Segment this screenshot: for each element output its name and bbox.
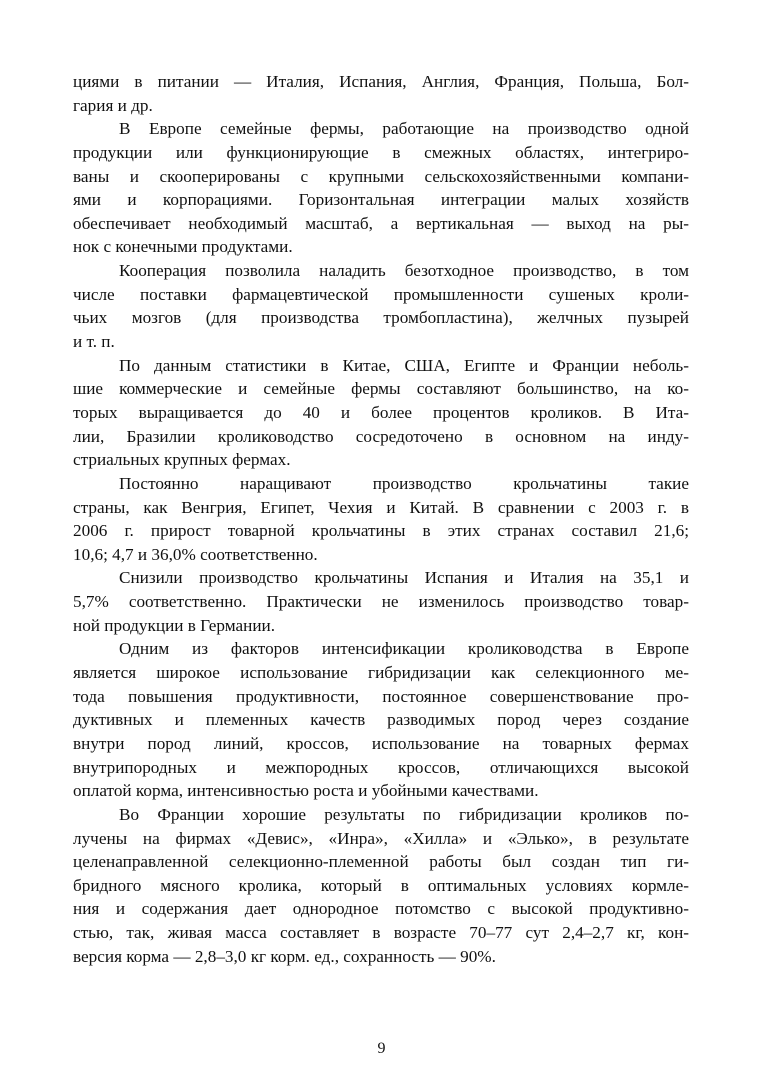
text-line: стью, так, живая масса составляет в возрасте 70–77 сут 2,4–2,7 кг, кон- bbox=[73, 923, 689, 943]
page-number: 9 bbox=[377, 1040, 386, 1057]
paragraph bbox=[73, 354, 689, 472]
text-line: торых выращивается до 40 и более процентов кроликов. В Ита- bbox=[73, 402, 689, 422]
text-line: лии, Бразилии кролиководство сосредоточено в основном на инду- bbox=[73, 426, 689, 446]
text-line: гария и др. bbox=[73, 95, 153, 115]
paragraph bbox=[73, 117, 689, 259]
paragraph bbox=[73, 70, 689, 117]
document-page bbox=[73, 70, 689, 968]
body-text bbox=[73, 70, 689, 968]
text-line: страны, как Венгрия, Египет, Чехия и Китай. В сравнении с 2003 г. в bbox=[73, 497, 689, 517]
text-line: 2006 г. прирост товарной крольчатины в этих странах составил 21,6; bbox=[73, 521, 689, 541]
text-line: внутрипородных и межпородных кроссов, отличающихся высокой bbox=[73, 757, 689, 777]
text-line: ния и содержания дает однородное потомство с высокой продуктивно- bbox=[73, 899, 689, 919]
text-line: По данным статистики в Китае, США, Египте и Франции неболь- bbox=[119, 355, 689, 375]
text-line: целенаправленной селекционно-племенной работы был создан тип ги- bbox=[73, 852, 689, 872]
text-line: обеспечивает необходимый масштаб, а вертикальная — выход на ры- bbox=[73, 213, 689, 233]
text-line: циями в питании — Италия, Испания, Англия, Франция, Польша, Бол- bbox=[73, 72, 689, 91]
paragraph bbox=[73, 637, 689, 802]
text-line: продукции или функционирующие в смежных областях, интегриро- bbox=[73, 142, 689, 162]
text-line: версия корма — 2,8–3,0 кг корм. ед., сохранность — 90%. bbox=[73, 946, 496, 966]
text-line: является широкое использование гибридизации как селекционного ме- bbox=[73, 663, 689, 683]
paragraph bbox=[73, 472, 689, 567]
text-line: и т. п. bbox=[73, 332, 115, 352]
text-line: В Европе семейные фермы, работающие на производство одной bbox=[119, 119, 689, 139]
paragraph bbox=[73, 259, 689, 354]
paragraph bbox=[73, 566, 689, 637]
text-line: Кооперация позволила наладить безотходное производство, в том bbox=[119, 261, 689, 281]
text-line: ваны и скооперированы с крупными сельскохозяйственными компани- bbox=[73, 166, 689, 186]
text-line: ной продукции в Германии. bbox=[73, 615, 276, 635]
text-line: бридного мясного кролика, который в оптимальных условиях кормле- bbox=[73, 875, 689, 895]
text-line: оплатой корма, интенсивностью роста и убойными качествами. bbox=[73, 781, 539, 801]
text-line: ями и корпорациями. Горизонтальная интеграции малых хозяйств bbox=[73, 190, 689, 210]
text-line: Одним из факторов интенсификации кролиководства в Европе bbox=[119, 639, 689, 659]
text-line: Постоянно наращивают производство крольчатины такие bbox=[119, 473, 689, 493]
text-line: чьих мозгов (для производства тромбопластина), желчных пузырей bbox=[73, 308, 689, 328]
text-line: нок с конечными продуктами. bbox=[73, 237, 293, 257]
text-line: дуктивных и племенных качеств разводимых пород через создание bbox=[73, 710, 689, 730]
text-line: шие коммерческие и семейные фермы составляют большинство, на ко- bbox=[73, 379, 689, 399]
text-line: тода повышения продуктивности, постоянное совершенствование про- bbox=[73, 686, 689, 706]
paragraph bbox=[73, 803, 689, 968]
text-line: внутри пород линий, кроссов, использование на товарных фермах bbox=[73, 733, 689, 753]
text-line: числе поставки фармацевтической промышленности сушеных кроли- bbox=[73, 284, 689, 304]
text-line: Снизили производство крольчатины Испания и Италия на 35,1 и bbox=[119, 568, 689, 588]
text-line: стриальных крупных фермах. bbox=[73, 450, 291, 470]
text-line: лучены на фирмах «Девис», «Инра», «Хилла» и «Элько», в результате bbox=[73, 828, 689, 848]
text-line: 5,7% соответственно. Практически не изменилось производство товар- bbox=[73, 592, 689, 612]
text-line: 10,6; 4,7 и 36,0% соответственно. bbox=[73, 544, 318, 564]
text-line: Во Франции хорошие результаты по гибридизации кроликов по- bbox=[119, 804, 689, 824]
